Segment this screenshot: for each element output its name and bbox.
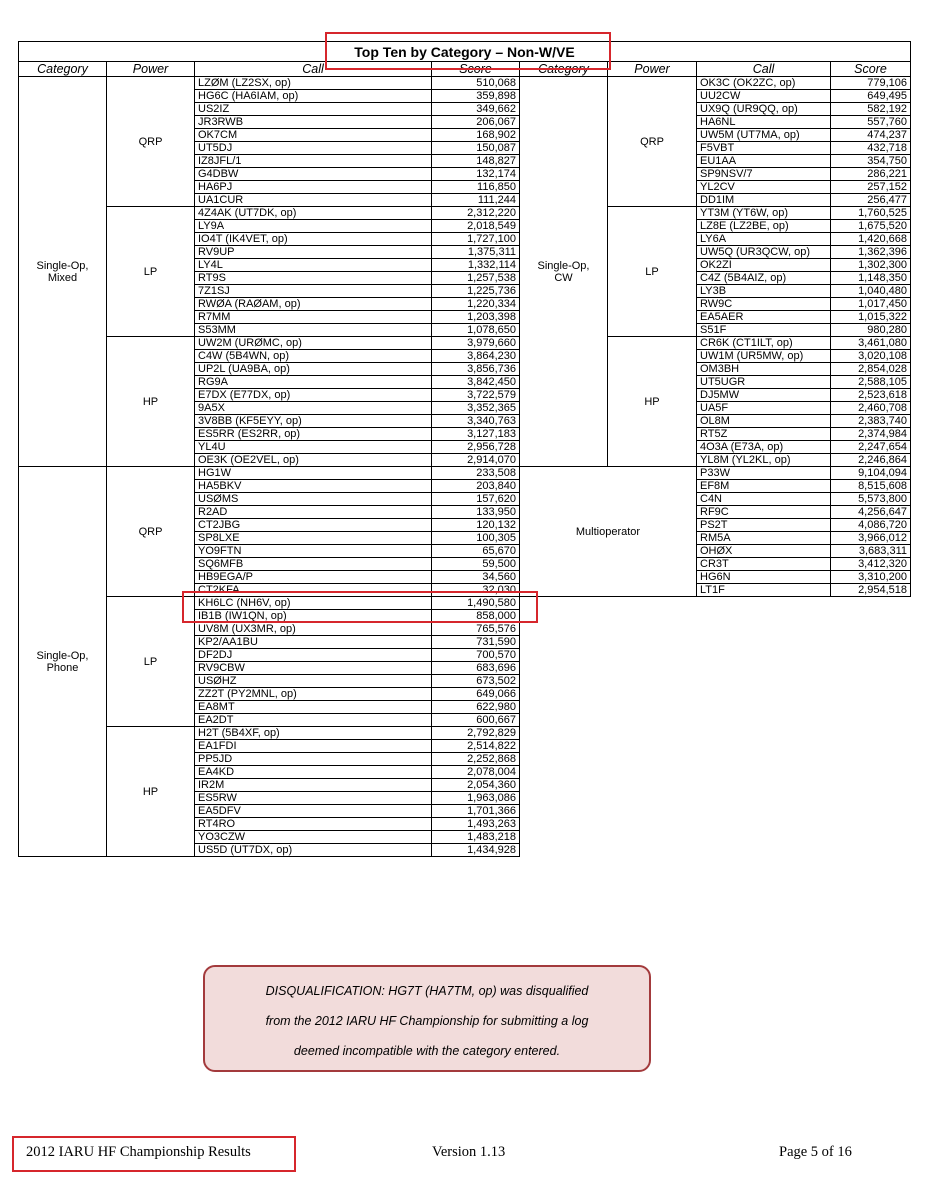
call-sign-cell: RF9C [697, 506, 831, 519]
call-sign-cell: SQ6MFB [195, 558, 432, 571]
score-cell: 1,362,396 [831, 246, 911, 259]
call-sign-cell: LY9A [195, 220, 432, 233]
power-cell: HP [608, 337, 697, 467]
power-cell: HP [107, 337, 195, 467]
call-sign-cell: F5VBT [697, 142, 831, 155]
call-sign-cell: R2AD [195, 506, 432, 519]
score-cell: 2,523,618 [831, 389, 911, 402]
call-sign-cell: E7DX (E77DX, op) [195, 389, 432, 402]
score-cell: 2,246,864 [831, 454, 911, 467]
call-sign-cell: OE3K (OE2VEL, op) [195, 454, 432, 467]
score-cell: 600,667 [432, 714, 520, 727]
call-sign-cell: S53MM [195, 324, 432, 337]
score-cell: 1,963,086 [432, 792, 520, 805]
score-cell: 1,493,263 [432, 818, 520, 831]
power-cell: QRP [608, 77, 697, 207]
call-sign-cell: YT3M (YT6W, op) [697, 207, 831, 220]
category-cell: Single-Op, CW [520, 77, 608, 467]
score-cell: 3,722,579 [432, 389, 520, 402]
empty-area [520, 597, 911, 857]
score-cell: 111,244 [432, 194, 520, 207]
call-sign-cell: DD1IM [697, 194, 831, 207]
call-sign-cell: C4Z (5B4AIZ, op) [697, 272, 831, 285]
score-cell: 5,573,800 [831, 493, 911, 506]
call-sign-cell: OM3BH [697, 363, 831, 376]
score-cell: 1,203,398 [432, 311, 520, 324]
call-sign-cell: KH6LC (NH6V, op) [195, 597, 432, 610]
call-sign-cell: YO9FTN [195, 545, 432, 558]
score-cell: 256,477 [831, 194, 911, 207]
disqualification-notice [203, 965, 651, 1072]
score-cell: 1,434,928 [432, 844, 520, 857]
call-sign-cell: G4DBW [195, 168, 432, 181]
category-cell: Single-Op, Phone [19, 467, 107, 857]
column-header: Power [608, 62, 697, 77]
call-sign-cell: US5D (UT7DX, op) [195, 844, 432, 857]
call-sign-cell: EU1AA [697, 155, 831, 168]
call-sign-cell: RV9CBW [195, 662, 432, 675]
call-sign-cell: OHØX [697, 545, 831, 558]
call-sign-cell: UA5F [697, 402, 831, 415]
call-sign-cell: H2T (5B4XF, op) [195, 727, 432, 740]
call-sign-cell: LT1F [697, 584, 831, 597]
score-cell: 1,257,538 [432, 272, 520, 285]
score-cell: 132,174 [432, 168, 520, 181]
score-cell: 1,420,668 [831, 233, 911, 246]
call-sign-cell: EA5AER [697, 311, 831, 324]
score-cell: 1,015,322 [831, 311, 911, 324]
call-sign-cell: SP9NSV/7 [697, 168, 831, 181]
power-cell: HP [107, 727, 195, 857]
call-sign-cell: UW2M (URØMC, op) [195, 337, 432, 350]
score-cell: 4,086,720 [831, 519, 911, 532]
call-sign-cell: EA5DFV [195, 805, 432, 818]
score-cell: 359,898 [432, 90, 520, 103]
score-cell: 683,696 [432, 662, 520, 675]
call-sign-cell: UA1CUR [195, 194, 432, 207]
category-cell: Single-Op, Mixed [19, 77, 107, 467]
call-sign-cell: UT5DJ [195, 142, 432, 155]
score-cell: 3,979,660 [432, 337, 520, 350]
score-cell: 203,840 [432, 480, 520, 493]
score-cell: 100,305 [432, 532, 520, 545]
call-sign-cell: HB9EGA/P [195, 571, 432, 584]
call-sign-cell: UW5M (UT7MA, op) [697, 129, 831, 142]
call-sign-cell: HA6PJ [195, 181, 432, 194]
score-cell: 2,854,028 [831, 363, 911, 376]
score-cell: 2,954,518 [831, 584, 911, 597]
call-sign-cell: US2IZ [195, 103, 432, 116]
column-header: Call [195, 62, 432, 77]
call-sign-cell: RW9C [697, 298, 831, 311]
score-cell: 9,104,094 [831, 467, 911, 480]
call-sign-cell: P33W [697, 467, 831, 480]
score-cell: 1,148,350 [831, 272, 911, 285]
category-cell: Multioperator [520, 467, 697, 597]
score-cell: 649,495 [831, 90, 911, 103]
score-cell: 2,383,740 [831, 415, 911, 428]
call-sign-cell: OK7CM [195, 129, 432, 142]
score-cell: 3,352,365 [432, 402, 520, 415]
footer-version: Version 1.13 [432, 1144, 506, 1160]
call-sign-cell: UW1M (UR5MW, op) [697, 350, 831, 363]
call-sign-cell: EA4KD [195, 766, 432, 779]
power-cell: QRP [107, 77, 195, 207]
call-sign-cell: RWØA (RAØAM, op) [195, 298, 432, 311]
score-cell: 2,914,070 [432, 454, 520, 467]
score-cell: 2,247,654 [831, 441, 911, 454]
score-cell: 233,508 [432, 467, 520, 480]
score-cell: 8,515,608 [831, 480, 911, 493]
score-cell: 582,192 [831, 103, 911, 116]
score-cell: 2,078,004 [432, 766, 520, 779]
call-sign-cell: IO4T (IK4VET, op) [195, 233, 432, 246]
score-cell: 286,221 [831, 168, 911, 181]
score-cell: 2,588,105 [831, 376, 911, 389]
score-cell: 3,683,311 [831, 545, 911, 558]
call-sign-cell: IZ8JFL/1 [195, 155, 432, 168]
call-sign-cell: LZ8E (LZ2BE, op) [697, 220, 831, 233]
score-cell: 32,030 [432, 584, 520, 597]
table-title: Top Ten by Category – Non-W/VE [19, 42, 911, 62]
power-cell: QRP [107, 467, 195, 597]
score-cell: 59,500 [432, 558, 520, 571]
call-sign-cell: EA2DT [195, 714, 432, 727]
score-cell: 150,087 [432, 142, 520, 155]
score-cell: 432,718 [831, 142, 911, 155]
call-sign-cell: OL8M [697, 415, 831, 428]
call-sign-cell: YL4U [195, 441, 432, 454]
score-cell: 2,792,829 [432, 727, 520, 740]
call-sign-cell: UU2CW [697, 90, 831, 103]
call-sign-cell: IB1B (IW1QN, op) [195, 610, 432, 623]
score-cell: 731,590 [432, 636, 520, 649]
call-sign-cell: UP2L (UA9BA, op) [195, 363, 432, 376]
call-sign-cell: EA8MT [195, 701, 432, 714]
call-sign-cell: C4W (5B4WN, op) [195, 350, 432, 363]
score-cell: 3,310,200 [831, 571, 911, 584]
dq-line-2: from the 2012 IARU HF Championship for submitting a log [265, 1014, 589, 1028]
score-cell: 3,340,763 [432, 415, 520, 428]
score-cell: 649,066 [432, 688, 520, 701]
call-sign-cell: DF2DJ [195, 649, 432, 662]
column-header: Category [19, 62, 107, 77]
score-cell: 354,750 [831, 155, 911, 168]
call-sign-cell: PS2T [697, 519, 831, 532]
score-cell: 2,018,549 [432, 220, 520, 233]
score-cell: 765,576 [432, 623, 520, 636]
score-cell: 673,502 [432, 675, 520, 688]
score-cell: 1,017,450 [831, 298, 911, 311]
call-sign-cell: CR3T [697, 558, 831, 571]
call-sign-cell: EF8M [697, 480, 831, 493]
footer-page-number: Page 5 of 16 [779, 1144, 852, 1160]
column-header: Power [107, 62, 195, 77]
call-sign-cell: HG6N [697, 571, 831, 584]
score-cell: 1,225,736 [432, 285, 520, 298]
score-cell: 120,132 [432, 519, 520, 532]
table-row [19, 597, 911, 610]
score-cell: 206,067 [432, 116, 520, 129]
call-sign-cell: 4Z4AK (UT7DK, op) [195, 207, 432, 220]
call-sign-cell: ES5RR (ES2RR, op) [195, 428, 432, 441]
score-cell: 2,312,220 [432, 207, 520, 220]
call-sign-cell: JR3RWB [195, 116, 432, 129]
score-cell: 157,620 [432, 493, 520, 506]
column-header: Score [432, 62, 520, 77]
score-cell: 1,483,218 [432, 831, 520, 844]
column-header: Category [520, 62, 608, 77]
table-row [19, 207, 911, 220]
table-row [19, 77, 911, 90]
score-cell: 1,078,650 [432, 324, 520, 337]
call-sign-cell: 3V8BB (KF5EYY, op) [195, 415, 432, 428]
call-sign-cell: UX9Q (UR9QQ, op) [697, 103, 831, 116]
call-sign-cell: IR2M [195, 779, 432, 792]
score-cell: 4,256,647 [831, 506, 911, 519]
score-cell: 779,106 [831, 77, 911, 90]
column-header: Call [697, 62, 831, 77]
call-sign-cell: ES5RW [195, 792, 432, 805]
top-ten-table [18, 41, 911, 857]
score-cell: 622,980 [432, 701, 520, 714]
score-cell: 116,850 [432, 181, 520, 194]
call-sign-cell: RV9UP [195, 246, 432, 259]
power-cell: LP [107, 207, 195, 337]
call-sign-cell: YL8M (YL2KL, op) [697, 454, 831, 467]
score-cell: 3,864,230 [432, 350, 520, 363]
call-sign-cell: C4N [697, 493, 831, 506]
column-header: Score [831, 62, 911, 77]
score-cell: 2,956,728 [432, 441, 520, 454]
score-cell: 3,461,080 [831, 337, 911, 350]
score-cell: 3,020,108 [831, 350, 911, 363]
score-cell: 257,152 [831, 181, 911, 194]
score-cell: 3,127,183 [432, 428, 520, 441]
score-cell: 2,054,360 [432, 779, 520, 792]
call-sign-cell: RT9S [195, 272, 432, 285]
score-cell: 3,856,736 [432, 363, 520, 376]
score-cell: 2,460,708 [831, 402, 911, 415]
score-cell: 1,675,520 [831, 220, 911, 233]
score-cell: 1,490,580 [432, 597, 520, 610]
score-cell: 148,827 [432, 155, 520, 168]
call-sign-cell: 9A5X [195, 402, 432, 415]
call-sign-cell: PP5JD [195, 753, 432, 766]
call-sign-cell: YO3CZW [195, 831, 432, 844]
call-sign-cell: LY4L [195, 259, 432, 272]
score-cell: 980,280 [831, 324, 911, 337]
score-cell: 133,950 [432, 506, 520, 519]
score-cell: 1,220,334 [432, 298, 520, 311]
score-cell: 2,374,984 [831, 428, 911, 441]
call-sign-cell: CT2JBG [195, 519, 432, 532]
score-cell: 2,252,868 [432, 753, 520, 766]
call-sign-cell: USØMS [195, 493, 432, 506]
score-cell: 2,514,822 [432, 740, 520, 753]
call-sign-cell: RT4RO [195, 818, 432, 831]
call-sign-cell: UV8M (UX3MR, op) [195, 623, 432, 636]
call-sign-cell: DJ5MW [697, 389, 831, 402]
call-sign-cell: UW5Q (UR3QCW, op) [697, 246, 831, 259]
score-cell: 700,570 [432, 649, 520, 662]
score-cell: 3,966,012 [831, 532, 911, 545]
score-cell: 65,670 [432, 545, 520, 558]
call-sign-cell: HG1W [195, 467, 432, 480]
call-sign-cell: LY6A [697, 233, 831, 246]
score-cell: 1,040,480 [831, 285, 911, 298]
call-sign-cell: EA1FDI [195, 740, 432, 753]
call-sign-cell: OK3C (OK2ZC, op) [697, 77, 831, 90]
score-cell: 1,302,300 [831, 259, 911, 272]
footer-title: 2012 IARU HF Championship Results [26, 1144, 251, 1160]
header-row [19, 62, 911, 77]
call-sign-cell: YL2CV [697, 181, 831, 194]
call-sign-cell: R7MM [195, 311, 432, 324]
score-cell: 349,662 [432, 103, 520, 116]
power-cell: LP [608, 207, 697, 337]
score-cell: 1,332,114 [432, 259, 520, 272]
score-cell: 168,902 [432, 129, 520, 142]
call-sign-cell: HA5BKV [195, 480, 432, 493]
score-cell: 3,412,320 [831, 558, 911, 571]
score-cell: 34,560 [432, 571, 520, 584]
call-sign-cell: CR6K (CT1ILT, op) [697, 337, 831, 350]
call-sign-cell: RG9A [195, 376, 432, 389]
table-row [19, 337, 911, 350]
dq-line-3: deemed incompatible with the category entered. [293, 1044, 561, 1058]
score-cell: 1,375,311 [432, 246, 520, 259]
score-cell: 1,760,525 [831, 207, 911, 220]
call-sign-cell: KP2/AA1BU [195, 636, 432, 649]
call-sign-cell: OK2ZI [697, 259, 831, 272]
score-cell: 858,000 [432, 610, 520, 623]
score-cell: 557,760 [831, 116, 911, 129]
call-sign-cell: USØHZ [195, 675, 432, 688]
score-cell: 1,727,100 [432, 233, 520, 246]
call-sign-cell: 7Z1SJ [195, 285, 432, 298]
table-row [19, 467, 911, 480]
call-sign-cell: RT5Z [697, 428, 831, 441]
call-sign-cell: LZØM (LZ2SX, op) [195, 77, 432, 90]
call-sign-cell: RM5A [697, 532, 831, 545]
score-cell: 3,842,450 [432, 376, 520, 389]
call-sign-cell: 4O3A (E73A, op) [697, 441, 831, 454]
call-sign-cell: HA6NL [697, 116, 831, 129]
call-sign-cell: HG6C (HA6IAM, op) [195, 90, 432, 103]
call-sign-cell: S51F [697, 324, 831, 337]
score-cell: 1,701,366 [432, 805, 520, 818]
score-cell: 510,068 [432, 77, 520, 90]
power-cell: LP [107, 597, 195, 727]
call-sign-cell: SP8LXE [195, 532, 432, 545]
dq-line-1: DISQUALIFICATION: HG7T (HA7TM, op) was disqualified [265, 984, 589, 998]
call-sign-cell: UT5UGR [697, 376, 831, 389]
score-cell: 474,237 [831, 129, 911, 142]
call-sign-cell: LY3B [697, 285, 831, 298]
call-sign-cell: CT2KFA [195, 584, 432, 597]
call-sign-cell: ZZ2T (PY2MNL, op) [195, 688, 432, 701]
